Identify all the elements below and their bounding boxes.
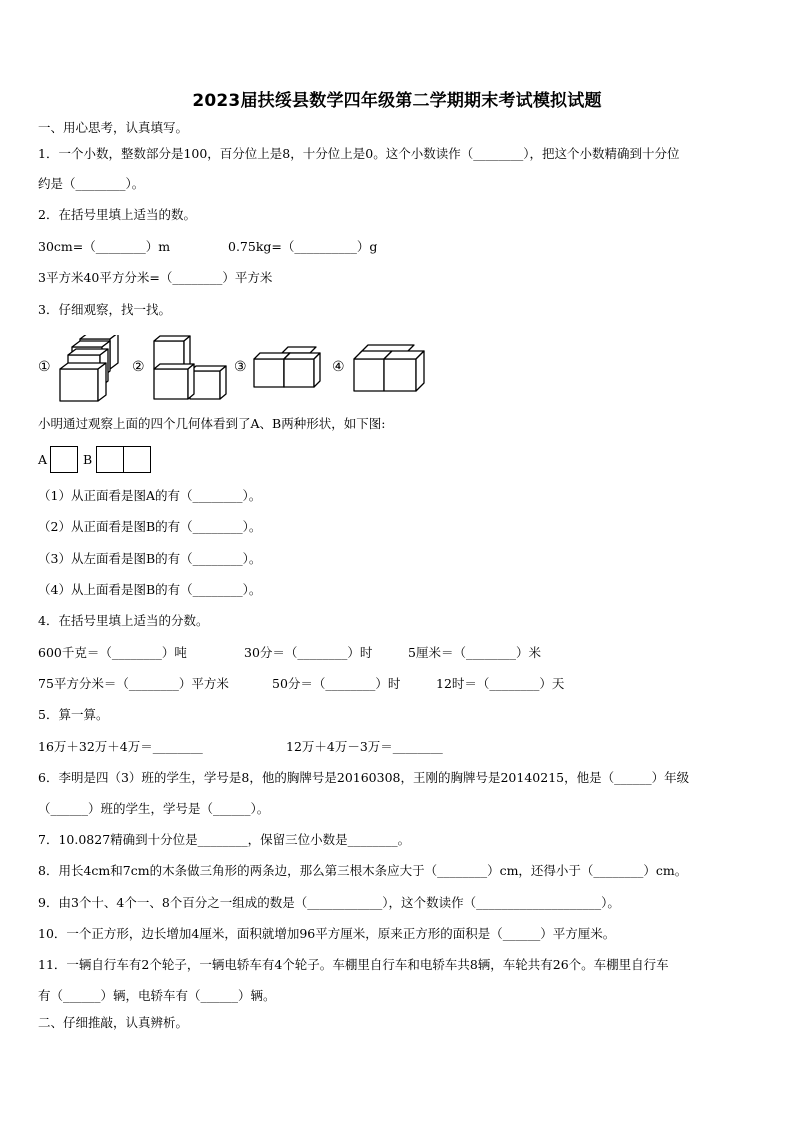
q11-line1: 11．一辆自行车有2个轮子，一辆电轿车有4个轮子。车棚里自行车和电轿车共8辆，车轮共有26个。车棚里自行车 xyxy=(38,957,669,972)
fig-label-4: ④ xyxy=(332,359,345,375)
shape-a-square xyxy=(50,446,78,473)
q3-sub3: （3）从左面看是图B的有（________）。 xyxy=(38,551,262,566)
solid-figure-4 xyxy=(354,345,424,391)
shape-a-label: A xyxy=(38,452,48,467)
q6-line1: 6．李明是四（3）班的学生，学号是8，他的胸牌号是20160308，王刚的胸牌号是20140215，他是（______）年级 xyxy=(38,770,690,785)
section-2-heading: 二、仔细推敲，认真辨析。 xyxy=(38,1015,189,1030)
fig-label-2: ② xyxy=(132,359,145,375)
shape-b-square-left xyxy=(96,446,124,473)
q4-r1-c: 5厘米＝（________）米 xyxy=(408,645,541,660)
q4-r2-b: 50分＝（________）时 xyxy=(272,676,401,691)
q5-item-b: 12万＋4万－3万＝________ xyxy=(286,739,443,754)
q2-item-a: 30cm=（________）m xyxy=(38,239,171,254)
q11-line2: 有（______）辆，电轿车有（______）辆。 xyxy=(38,988,276,1003)
q1-line1: 1．一个小数，整数部分是100，百分位上是8，十分位上是0。这个小数读作（________），把这个小数精确到十分位 xyxy=(38,146,680,161)
shape-b-square-right xyxy=(123,446,151,473)
q5-stem: 5．算一算。 xyxy=(38,707,109,722)
q4-row1 xyxy=(38,647,758,663)
q4-r2-a: 75平方分米＝（________）平方米 xyxy=(38,676,229,691)
q3-solid-figures xyxy=(38,335,438,403)
fig-label-1: ① xyxy=(38,359,51,375)
q10: 10．一个正方形，边长增加4厘米，面积就增加96平方厘米，原来正方形的面积是（______）平方厘米。 xyxy=(38,926,616,941)
q3-description: 小明通过观察上面的四个几何体看到了A、B两种形状，如下图: xyxy=(38,416,386,431)
q9: 9．由3个十、4个一、8个百分之一组成的数是（____________），这个数读作（____________________）。 xyxy=(38,895,620,910)
q3-shapes-ab xyxy=(38,446,238,474)
shape-b-label: B xyxy=(83,452,93,467)
q2-item-c: 3平方米40平方分米=（________）平方米 xyxy=(38,270,273,285)
q5-row xyxy=(38,741,758,757)
q3-sub4: （4）从上面看是图B的有（________）。 xyxy=(38,582,262,597)
q1-line2: 约是（________）。 xyxy=(38,176,145,191)
q3-sub2: （2）从正面看是图B的有（________）。 xyxy=(38,519,262,534)
section-1-heading: 一、用心思考，认真填写。 xyxy=(38,120,189,135)
solid-figure-1 xyxy=(60,335,118,401)
q4-stem: 4．在括号里填上适当的分数。 xyxy=(38,613,209,628)
q3-sub1: （1）从正面看是图A的有（________）。 xyxy=(38,488,262,503)
q4-r1-b: 30分＝（________）时 xyxy=(244,645,373,660)
q7: 7．10.0827精确到十分位是________，保留三位小数是________。 xyxy=(38,832,411,847)
solid-figure-3 xyxy=(254,347,320,387)
solid-figure-2 xyxy=(154,336,226,399)
q6-line2: （______）班的学生，学号是（______）。 xyxy=(38,801,270,816)
page-title: 2023届扶绥县数学四年级第二学期期末考试模拟试题 xyxy=(192,91,602,111)
q8: 8．用长4cm和7cm的木条做三角形的两条边，那么第三根木条应大于（________）cm，还得小于（________）cm。 xyxy=(38,863,688,878)
q3-stem: 3．仔细观察，找一找。 xyxy=(38,302,171,317)
q4-row2 xyxy=(38,678,758,694)
q5-item-a: 16万＋32万＋4万＝________ xyxy=(38,739,203,754)
fig-label-3: ③ xyxy=(234,359,247,375)
q4-r2-c: 12时＝（________）天 xyxy=(436,676,565,691)
q2-row1 xyxy=(38,241,758,257)
q2-item-b: 0.75kg=（__________）g xyxy=(228,239,378,254)
q4-r1-a: 600千克＝（________）吨 xyxy=(38,645,187,660)
q2-stem: 2．在括号里填上适当的数。 xyxy=(38,207,196,222)
